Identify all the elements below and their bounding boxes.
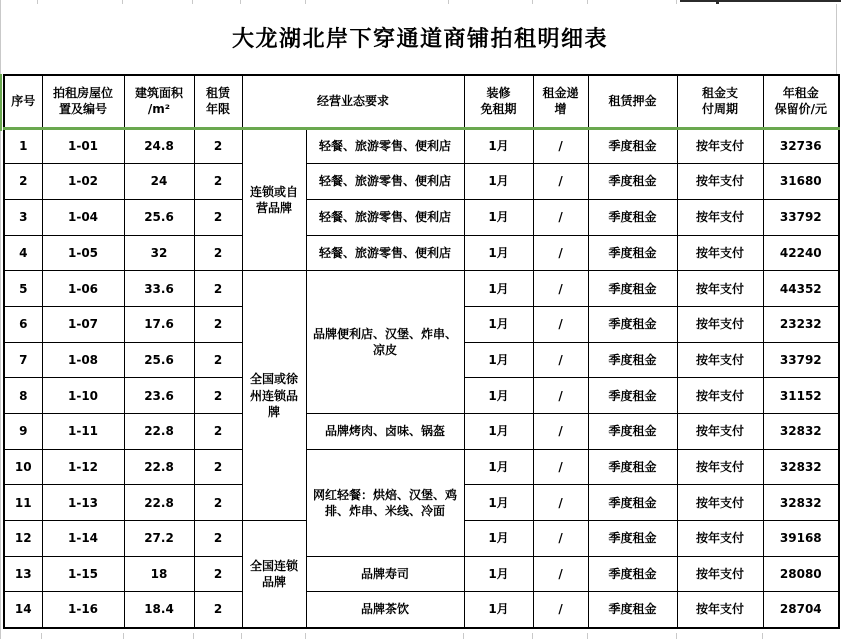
deposit-cell[interactable]: 季度租金: [588, 485, 677, 521]
table-row: [4, 449, 839, 485]
unit-cell[interactable]: 1-15: [42, 556, 124, 592]
table-row: [4, 414, 839, 450]
cycle-cell[interactable]: 按年支付: [677, 342, 763, 378]
area-cell[interactable]: 18.4: [124, 592, 194, 628]
business-cell[interactable]: 品牌茶饮: [306, 592, 464, 628]
unit-cell[interactable]: 1-11: [42, 414, 124, 450]
business-cell[interactable]: 轻餐、旅游零售、便利店: [306, 164, 464, 200]
cycle-cell[interactable]: 按年支付: [677, 306, 763, 342]
cycle-cell[interactable]: 按年支付: [677, 271, 763, 307]
cycle-cell[interactable]: 按年支付: [677, 521, 763, 557]
header-area[interactable]: 建筑面积 /m²: [124, 75, 194, 128]
term-cell[interactable]: 2: [194, 556, 242, 592]
area-cell[interactable]: 22.8: [124, 414, 194, 450]
price-cell[interactable]: 42240: [763, 235, 839, 271]
unit-cell[interactable]: 1-14: [42, 521, 124, 557]
gridline-tick: [193, 633, 194, 639]
seq-cell[interactable]: 5: [4, 271, 42, 307]
increase-cell[interactable]: /: [533, 199, 588, 235]
seq-cell[interactable]: 6: [4, 306, 42, 342]
deposit-cell[interactable]: 季度租金: [588, 414, 677, 450]
increase-cell[interactable]: /: [533, 592, 588, 628]
seq-cell[interactable]: 2: [4, 164, 42, 200]
unit-cell[interactable]: 1-05: [42, 235, 124, 271]
header-business[interactable]: 经营业态要求: [242, 75, 464, 128]
business-cell[interactable]: 网红轻餐：烘焙、汉堡、鸡排、炸串、米线、冷面: [306, 449, 464, 556]
increase-cell[interactable]: /: [533, 164, 588, 200]
price-cell[interactable]: 33792: [763, 199, 839, 235]
term-cell[interactable]: 2: [194, 378, 242, 414]
seq-cell[interactable]: 4: [4, 235, 42, 271]
seq-cell[interactable]: 13: [4, 556, 42, 592]
term-cell[interactable]: 2: [194, 342, 242, 378]
increase-cell[interactable]: /: [533, 306, 588, 342]
cycle-cell[interactable]: 按年支付: [677, 592, 763, 628]
deposit-cell[interactable]: 季度租金: [588, 342, 677, 378]
deposit-cell[interactable]: 季度租金: [588, 235, 677, 271]
gridline-tick: [463, 633, 464, 639]
seq-cell[interactable]: 12: [4, 521, 42, 557]
term-cell[interactable]: 2: [194, 271, 242, 307]
rentfree-cell[interactable]: 1月: [464, 128, 533, 164]
price-cell[interactable]: 23232: [763, 306, 839, 342]
price-cell[interactable]: 32736: [763, 128, 839, 164]
cycle-cell[interactable]: 按年支付: [677, 556, 763, 592]
increase-cell[interactable]: /: [533, 128, 588, 164]
category-cell[interactable]: 连锁或自营品牌: [242, 128, 306, 271]
area-cell[interactable]: 18: [124, 556, 194, 592]
price-cell[interactable]: 44352: [763, 271, 839, 307]
unit-cell[interactable]: 1-02: [42, 164, 124, 200]
business-cell[interactable]: 品牌烤肉、卤味、锅盔: [306, 414, 464, 450]
cycle-cell[interactable]: 按年支付: [677, 449, 763, 485]
increase-cell[interactable]: /: [533, 378, 588, 414]
seq-cell[interactable]: 14: [4, 592, 42, 628]
term-cell[interactable]: 2: [194, 128, 242, 164]
unit-cell[interactable]: 1-06: [42, 271, 124, 307]
rentfree-cell[interactable]: 1月: [464, 164, 533, 200]
term-cell[interactable]: 2: [194, 306, 242, 342]
gridline-tick: [123, 633, 124, 639]
header-term[interactable]: 租赁 年限: [194, 75, 242, 128]
business-cell[interactable]: 轻餐、旅游零售、便利店: [306, 128, 464, 164]
table-row: [4, 164, 839, 200]
header-increase[interactable]: 租金递 增: [533, 75, 588, 128]
business-cell[interactable]: 轻餐、旅游零售、便利店: [306, 235, 464, 271]
area-cell[interactable]: 33.6: [124, 271, 194, 307]
unit-cell[interactable]: 1-13: [42, 485, 124, 521]
deposit-cell[interactable]: 季度租金: [588, 592, 677, 628]
term-cell[interactable]: 2: [194, 521, 242, 557]
gridline-tick: [762, 633, 763, 639]
seq-cell[interactable]: 3: [4, 199, 42, 235]
area-cell[interactable]: 24.8: [124, 128, 194, 164]
term-cell[interactable]: 2: [194, 164, 242, 200]
price-cell[interactable]: 33792: [763, 342, 839, 378]
rentfree-cell[interactable]: 1月: [464, 306, 533, 342]
area-cell[interactable]: 17.6: [124, 306, 194, 342]
deposit-cell[interactable]: 季度租金: [588, 128, 677, 164]
increase-cell[interactable]: /: [533, 556, 588, 592]
rental-detail-table: [3, 74, 840, 629]
price-cell[interactable]: 31152: [763, 378, 839, 414]
gridline-tick: [37, 0, 38, 4]
increase-cell[interactable]: /: [533, 342, 588, 378]
rentfree-cell[interactable]: 1月: [464, 342, 533, 378]
gridline-tick: [587, 633, 588, 639]
gridline-tick: [587, 0, 588, 4]
gridline-tick: [305, 633, 306, 639]
deposit-cell[interactable]: 季度租金: [588, 521, 677, 557]
area-cell[interactable]: 32: [124, 235, 194, 271]
term-cell[interactable]: 2: [194, 592, 242, 628]
area-cell[interactable]: 23.6: [124, 378, 194, 414]
term-cell[interactable]: 2: [194, 235, 242, 271]
increase-cell[interactable]: /: [533, 414, 588, 450]
document-title: 大龙湖北岸下穿通道商铺拍租明细表: [231, 27, 608, 52]
header-seq[interactable]: 序号: [4, 75, 42, 128]
gridline-tick: [532, 0, 533, 4]
cycle-cell[interactable]: 按年支付: [677, 485, 763, 521]
rentfree-cell[interactable]: 1月: [464, 449, 533, 485]
table-row: [4, 235, 839, 271]
gridline-tick: [41, 633, 42, 639]
area-cell[interactable]: 22.8: [124, 449, 194, 485]
seq-cell[interactable]: 10: [4, 449, 42, 485]
cycle-cell[interactable]: 按年支付: [677, 378, 763, 414]
rentfree-cell[interactable]: 1月: [464, 271, 533, 307]
business-cell[interactable]: 轻餐、旅游零售、便利店: [306, 199, 464, 235]
seq-cell[interactable]: 8: [4, 378, 42, 414]
seq-cell[interactable]: 11: [4, 485, 42, 521]
table-header-row: [4, 75, 839, 128]
deposit-cell[interactable]: 季度租金: [588, 271, 677, 307]
rentfree-cell[interactable]: 1月: [464, 199, 533, 235]
header-rent-free[interactable]: 装修 免租期: [464, 75, 533, 128]
business-cell[interactable]: 品牌便利店、汉堡、炸串、凉皮: [306, 271, 464, 414]
header-price[interactable]: 年租金 保留价/元: [763, 75, 839, 128]
category-cell[interactable]: 全国或徐州连锁品牌: [242, 271, 306, 521]
gridline-tick: [676, 633, 677, 639]
rentfree-cell[interactable]: 1月: [464, 235, 533, 271]
table-row: [4, 128, 839, 164]
deposit-cell[interactable]: 季度租金: [588, 306, 677, 342]
rentfree-cell[interactable]: 1月: [464, 378, 533, 414]
increase-cell[interactable]: /: [533, 521, 588, 557]
seq-cell[interactable]: 7: [4, 342, 42, 378]
gridline-tick: [305, 0, 306, 4]
cycle-cell[interactable]: 按年支付: [677, 414, 763, 450]
area-cell[interactable]: 27.2: [124, 521, 194, 557]
rentfree-cell[interactable]: 1月: [464, 521, 533, 557]
deposit-cell[interactable]: 季度租金: [588, 449, 677, 485]
cycle-cell[interactable]: 按年支付: [677, 128, 763, 164]
area-cell[interactable]: 24: [124, 164, 194, 200]
category-cell[interactable]: 全国连锁品牌: [242, 521, 306, 628]
left-green-border: [0, 74, 2, 131]
term-cell[interactable]: 2: [194, 485, 242, 521]
gridline-tick: [676, 0, 677, 4]
seq-cell[interactable]: 9: [4, 414, 42, 450]
unit-cell[interactable]: 1-07: [42, 306, 124, 342]
rentfree-cell[interactable]: 1月: [464, 592, 533, 628]
cycle-cell[interactable]: 按年支付: [677, 199, 763, 235]
term-cell[interactable]: 2: [194, 199, 242, 235]
term-cell[interactable]: 2: [194, 449, 242, 485]
unit-cell[interactable]: 1-04: [42, 199, 124, 235]
increase-cell[interactable]: /: [533, 271, 588, 307]
price-cell[interactable]: 32832: [763, 485, 839, 521]
gridline-tick: [240, 0, 241, 4]
gridline-tick: [532, 633, 533, 639]
top-edge-line: [680, 0, 841, 2]
table-row: [4, 556, 839, 592]
rentfree-cell[interactable]: 1月: [464, 556, 533, 592]
deposit-cell[interactable]: 季度租金: [588, 199, 677, 235]
table-row: [4, 271, 839, 307]
seq-cell[interactable]: 1: [4, 128, 42, 164]
deposit-cell[interactable]: 季度租金: [588, 556, 677, 592]
area-cell[interactable]: 22.8: [124, 485, 194, 521]
cycle-cell[interactable]: 按年支付: [677, 235, 763, 271]
deposit-cell[interactable]: 季度租金: [588, 164, 677, 200]
header-cycle[interactable]: 租金支 付周期: [677, 75, 763, 128]
unit-cell[interactable]: 1-01: [42, 128, 124, 164]
unit-cell[interactable]: 1-12: [42, 449, 124, 485]
gridline-tick: [448, 0, 449, 4]
price-cell[interactable]: 28704: [763, 592, 839, 628]
cycle-cell[interactable]: 按年支付: [677, 164, 763, 200]
rentfree-cell[interactable]: 1月: [464, 414, 533, 450]
increase-cell[interactable]: /: [533, 235, 588, 271]
top-edge-tick: [716, 0, 719, 4]
gridline-tick: [122, 0, 123, 4]
price-cell[interactable]: 32832: [763, 414, 839, 450]
unit-cell[interactable]: 1-08: [42, 342, 124, 378]
unit-cell[interactable]: 1-10: [42, 378, 124, 414]
gridline-tick: [192, 0, 193, 4]
rentfree-cell[interactable]: 1月: [464, 485, 533, 521]
unit-cell[interactable]: 1-16: [42, 592, 124, 628]
price-cell[interactable]: 31680: [763, 164, 839, 200]
table-row: [4, 199, 839, 235]
gridline-tick: [241, 633, 242, 639]
price-cell[interactable]: 28080: [763, 556, 839, 592]
business-cell[interactable]: 品牌寿司: [306, 556, 464, 592]
increase-cell[interactable]: /: [533, 485, 588, 521]
header-deposit[interactable]: 租赁押金: [588, 75, 677, 128]
area-cell[interactable]: 25.6: [124, 199, 194, 235]
deposit-cell[interactable]: 季度租金: [588, 378, 677, 414]
price-cell[interactable]: 39168: [763, 521, 839, 557]
header-location[interactable]: 拍租房屋位 置及编号: [42, 75, 124, 128]
area-cell[interactable]: 25.6: [124, 342, 194, 378]
price-cell[interactable]: 32832: [763, 449, 839, 485]
term-cell[interactable]: 2: [194, 414, 242, 450]
increase-cell[interactable]: /: [533, 449, 588, 485]
table-row: [4, 592, 839, 628]
